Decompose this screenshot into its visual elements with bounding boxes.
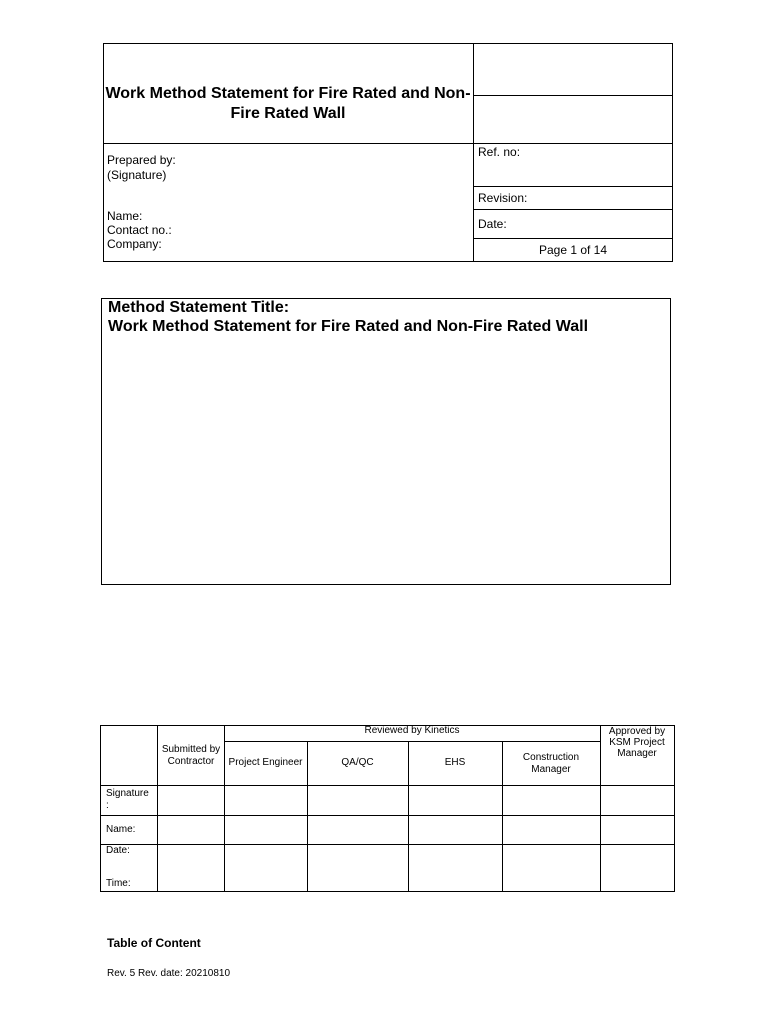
- signature-row-label: Signature :: [106, 788, 149, 811]
- construction-manager-header: Construction Manager: [522, 752, 580, 775]
- document-title: Work Method Statement for Fire Rated and Non-Fire Rated Wall: [105, 85, 471, 122]
- page-number: Page 1 of 14: [538, 243, 608, 257]
- method-statement-title: Work Method Statement for Fire Rated and Non-Fire Rated Wall: [108, 318, 589, 335]
- header-table: [103, 43, 673, 262]
- header-divider: [473, 43, 474, 262]
- date-label: Date:: [478, 217, 507, 231]
- table-col-line: [600, 725, 601, 892]
- revision-info: Rev. 5 Rev. date: 20210810: [107, 968, 231, 979]
- contact-label: Contact no.:: [107, 223, 172, 237]
- method-statement-box: [101, 298, 671, 585]
- method-statement-label: Method Statement Title:: [108, 299, 290, 316]
- table-col-line: [224, 725, 225, 892]
- table-row-line: [100, 785, 675, 786]
- table-col-line: [502, 741, 503, 892]
- table-row-line: [100, 815, 675, 816]
- header-right-line: [473, 209, 673, 210]
- name-row-label: Name:: [106, 824, 136, 835]
- reviewed-by-header: Reviewed by Kinetics: [364, 725, 460, 736]
- ehs-header: EHS: [444, 757, 466, 768]
- header-right-line: [473, 238, 673, 239]
- prepared-by-label: Prepared by:: [107, 153, 176, 167]
- ref-no-label: Ref. no:: [478, 145, 521, 159]
- header-right-line: [473, 95, 673, 96]
- qaqc-header: QA/QC: [341, 757, 374, 768]
- approved-by-header: Approved by KSM Project Manager: [608, 726, 666, 759]
- table-of-content-heading: Table of Content: [107, 936, 201, 950]
- time-row-label: Time:: [106, 878, 131, 889]
- signature-label: (Signature): [107, 168, 167, 182]
- submitted-by-header: Submitted by Contractor: [161, 744, 221, 767]
- project-engineer-header: Project Engineer: [228, 757, 303, 768]
- header-row-line: [103, 143, 673, 144]
- header-right-line: [473, 186, 673, 187]
- table-row-line: [100, 844, 675, 845]
- table-row-line: [224, 741, 600, 742]
- name-label: Name:: [107, 209, 143, 223]
- company-label: Company:: [107, 237, 162, 251]
- date-row-label: Date:: [106, 845, 130, 856]
- revision-label: Revision:: [478, 191, 528, 205]
